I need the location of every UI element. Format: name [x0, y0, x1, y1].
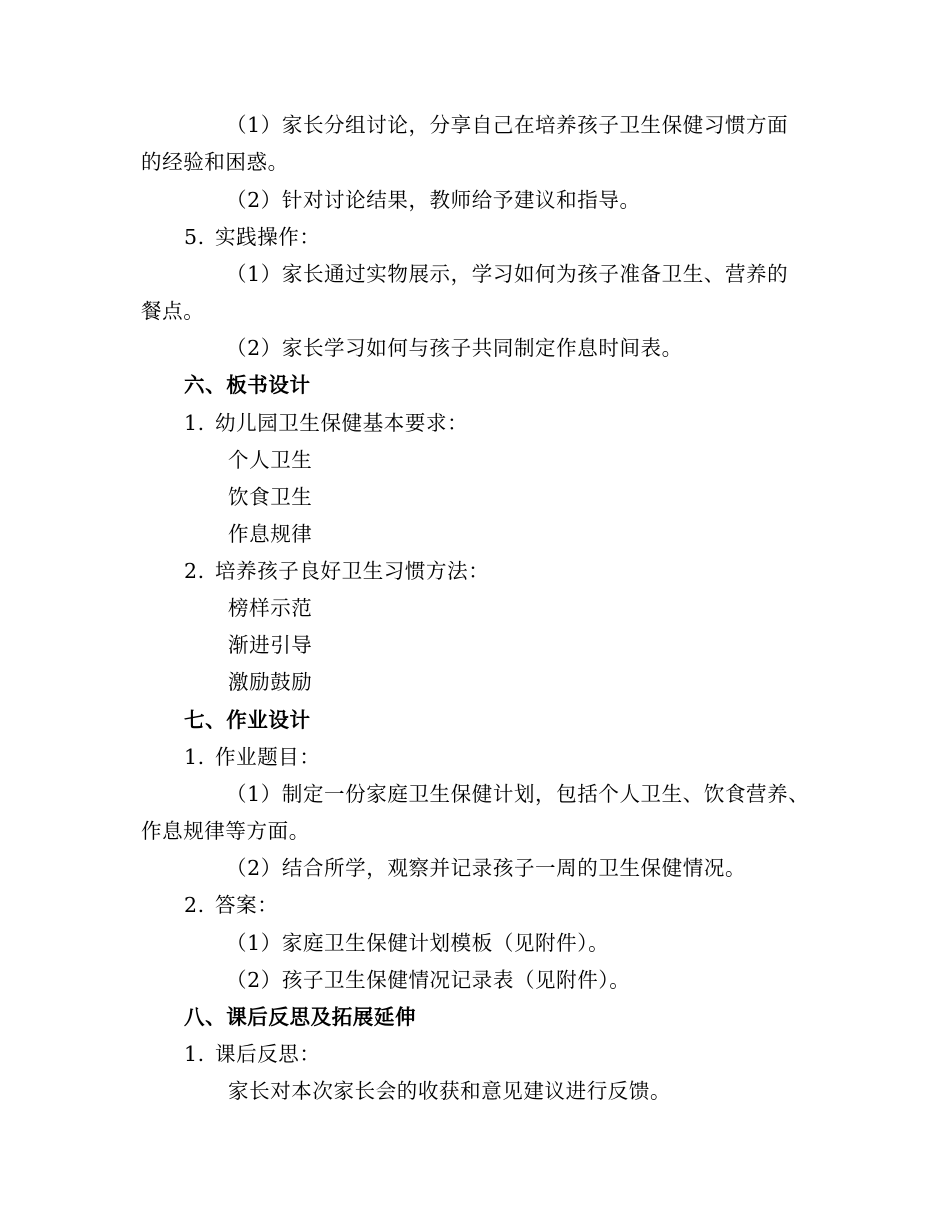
- section-6-point-1-number: 1.: [184, 411, 205, 435]
- reflection-text: 家长对本次家长会的收获和意见建议进行反馈。: [228, 1079, 672, 1103]
- practice-label: 实践操作：: [215, 225, 321, 249]
- homework-q2: （2）结合所学，观察并记录孩子一周的卫生保健情况。: [226, 856, 747, 880]
- section-7-point-2-label: 答案：: [215, 893, 279, 917]
- practice-point: [184, 223, 321, 251]
- section-7-point-1-label: 作业题目：: [215, 745, 321, 769]
- section-8-heading: 八、课后反思及拓展延伸: [184, 1005, 417, 1029]
- homework-q1-line-1: （1）制定一份家庭卫生保健计划，包括个人卫生、饮食营养、: [226, 782, 810, 806]
- section-6-point-2-item: 渐进引导: [228, 633, 313, 657]
- homework-q1-line-2: 作息规律等方面。: [141, 819, 310, 843]
- practice-item-2: （2）家长学习如何与孩子共同制定作息时间表。: [226, 336, 683, 360]
- practice-item-1-line-1: （1）家长通过实物展示，学习如何为孩子准备卫生、营养的: [226, 262, 789, 286]
- section-6-point-2: [184, 557, 489, 585]
- practice-item-1-line-2: 餐点。: [141, 299, 205, 323]
- section-6-point-2-label: 培养孩子良好卫生习惯方法：: [215, 559, 490, 583]
- section-7-point-2: [184, 891, 278, 919]
- section-7-point-1-number: 1.: [184, 745, 205, 769]
- section-7-point-1: [184, 743, 321, 771]
- discussion-item-2: （2）针对讨论结果，教师给予建议和指导。: [226, 188, 641, 212]
- section-6-point-2-item: 榜样示范: [228, 596, 313, 620]
- section-6-point-1-item: 饮食卫生: [228, 485, 313, 509]
- section-6-point-2-item: 激励鼓励: [228, 670, 313, 694]
- section-8-point-1-label: 课后反思：: [215, 1042, 321, 1066]
- discussion-item-1-line-1: （1）家长分组讨论，分享自己在培养孩子卫生保健习惯方面: [226, 113, 789, 137]
- section-8-point-1: [184, 1040, 321, 1068]
- answer-1: （1）家庭卫生保健计划模板（见附件）。: [226, 931, 610, 955]
- section-8-point-1-number: 1.: [184, 1042, 205, 1066]
- section-6-point-1-item: 作息规律: [228, 522, 313, 546]
- section-6-heading: 六、板书设计: [184, 373, 311, 397]
- section-7-point-2-number: 2.: [184, 893, 205, 917]
- section-6-point-1-label: 幼儿园卫生保健基本要求：: [215, 411, 469, 435]
- discussion-item-1-line-2: 的经验和困惑。: [141, 150, 289, 174]
- section-6-point-2-number: 2.: [184, 559, 205, 583]
- section-6-point-1: [184, 409, 468, 437]
- answer-2: （2）孩子卫生保健情况记录表（见附件）。: [226, 968, 631, 992]
- practice-number: 5.: [184, 225, 205, 249]
- section-7-heading: 七、作业设计: [184, 708, 311, 732]
- section-6-point-1-item: 个人卫生: [228, 448, 313, 472]
